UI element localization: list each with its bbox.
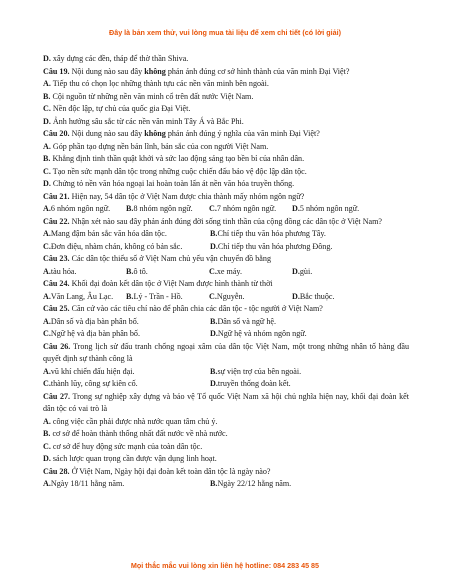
- q20-option-d: D. Chứng tỏ nền văn hóa ngoại lai hoàn toàn lấn át nền văn hóa truyền thống.: [43, 179, 295, 188]
- question-26: Câu 26. Trong lịch sử đấu tranh chống ngoại xâm của dân tộc Việt Nam, một trong những nhân tố hàng đầu quyết định sự thành công là: [43, 341, 409, 363]
- question-24: Câu 24. Khối đại đoàn kết dân tộc ở Việt Nam được hình thành từ thời: [43, 279, 273, 288]
- q21-option-b: B.8 nhóm ngôn ngữ.: [126, 204, 193, 213]
- q27-option-b: B. cơ sở để hoàn thành thống nhất đất nước về nhà nước.: [43, 429, 228, 438]
- q25-options-row1: [43, 316, 409, 329]
- q26-option-a: A.vũ khí chiến đấu hiện đại.: [43, 366, 135, 376]
- q23-option-b: B.ô tô.: [126, 266, 148, 276]
- q20-option-c: C. Tạo nền sức mạnh dân tộc trong những cuộc chiến đấu bảo vệ độc lập dân tộc.: [43, 166, 307, 176]
- q22-option-b: B.Chỉ tiếp thu văn hóa phương Tây.: [210, 229, 326, 238]
- q23-option-a: A.tàu hỏa.: [43, 266, 77, 276]
- question-23: Câu 23. Các dân tộc thiểu số ở Việt Nam chủ yếu vận chuyển đồ bằng: [43, 254, 271, 263]
- q26-option-c: C.thành lũy, công sự kiên cố.: [43, 379, 138, 388]
- q26-option-b: B.sự viện trợ của bên ngoài.: [210, 366, 302, 376]
- question-28: Câu 28. Ở Việt Nam, Ngày hội đại đoàn kết toàn dân tộc là ngày nào?: [43, 466, 271, 476]
- q19-option-a: A. Tiếp thu có chọn lọc những thành tựu các nền văn minh bên ngoài.: [43, 79, 269, 88]
- q21-option-d: D.5 nhóm ngôn ngữ.: [292, 204, 360, 213]
- q23-option-c: C.xe máy.: [209, 266, 242, 276]
- q26-option-d: D.truyền thống đoàn kết.: [210, 379, 291, 388]
- q24-options: [43, 291, 409, 304]
- hotline-notice: Mọi thắc mắc vui lòng xin liên hệ hotline: 084 283 45 85: [130, 561, 320, 570]
- question-27: Câu 27. Trong sự nghiệp xây dựng và bảo vệ Tổ quốc Việt Nam xã hội chủ nghĩa hiện nay, khối đại đoàn kết dân tộc có vai trò là: [43, 391, 409, 413]
- q25-option-b: B.Dân số và ngữ hệ.: [210, 316, 276, 326]
- q27-option-a: A. công việc cần phải được nhà nước quan tâm chủ ý.: [43, 416, 218, 426]
- q22-option-a: A.Mang đậm bản sắc văn hóa dân tộc.: [43, 229, 167, 238]
- q28-options: [43, 478, 409, 491]
- q25-option-d: D.Ngữ hệ và nhóm ngôn ngữ.: [210, 329, 307, 338]
- question-19: Câu 19. Nội dung nào sau đây không phản ánh đúng cơ sở hình thành của văn minh Đại Việt?: [43, 66, 350, 76]
- q21-option-c: C.7 nhóm ngôn ngữ.: [209, 204, 277, 213]
- question-21: Câu 21. Hiện nay, 54 dân tộc ở Việt Nam được chia thành mấy nhóm ngôn ngữ?: [43, 191, 305, 201]
- q19-option-d: D. Ảnh hưởng sâu sắc từ các nền văn minh Tây Á và Bắc Phi.: [43, 116, 244, 126]
- q28-option-a: A.Ngày 18/11 hằng năm.: [43, 479, 125, 488]
- q25-option-c: C.Ngữ hệ và địa bàn phân bố.: [43, 329, 140, 338]
- q24-option-a: A.Văn Lang, Âu Lạc.: [43, 291, 114, 301]
- q28-option-b: B.Ngày 22/12 hằng năm.: [210, 479, 292, 488]
- q24-option-c: C.Nguyễn.: [209, 291, 245, 301]
- q24-option-d: D.Bắc thuộc.: [292, 291, 335, 301]
- q19-option-b: B. Cội nguồn từ những nền văn minh cổ trên đất nước Việt Nam.: [43, 91, 254, 101]
- preview-notice: Đây là bản xem thử, vui lòng mua tài liệu để xem chi tiết (có lời giải): [109, 28, 341, 37]
- q27-option-d: D. sách lược quan trọng cần được vận dụng linh hoạt.: [43, 454, 217, 463]
- q27-option-c: C. cơ sở để huy động sức mạnh của toàn dân tộc.: [43, 441, 203, 451]
- question-25: Câu 25. Căn cứ vào các tiêu chí nào để phân chia các dân tộc - tộc người ở Việt Nam?: [43, 304, 323, 313]
- q22-option-c: C.Đơn điệu, nhàm chán, không có bản sắc.: [43, 241, 183, 251]
- q23-options: [43, 266, 409, 279]
- q25-options-row2: [43, 328, 409, 341]
- q25-option-a: A.Dân số và địa bàn phân bố.: [43, 316, 139, 326]
- q21-option-a: A.6 nhóm ngôn ngữ.: [43, 204, 111, 213]
- q24-option-b: B.Lý - Trần - Hồ.: [126, 291, 183, 301]
- q19-option-c: C. Nền độc lập, tự chủ của quốc gia Đại Việt.: [43, 104, 191, 113]
- q26-options-row1: [43, 366, 409, 379]
- question-22: Câu 22. Nhận xét nào sau đây phản ánh đúng đời sống tinh thần của cộng đồng các dân tộc ở Việt Nam?: [43, 216, 383, 226]
- q20-option-b: B. Khẳng định tinh thần quật khởi và sức lao động sáng tạo bền bỉ của nhân dân.: [43, 154, 305, 163]
- option-line: D. xây dựng các đền, tháp để thờ thần Shiva.: [43, 54, 189, 63]
- document-body: [43, 53, 409, 491]
- q22-option-d: D.Chỉ tiếp thu văn hóa phương Đông.: [210, 241, 333, 251]
- q22-options-row2: [43, 241, 409, 254]
- q23-option-d: D.gùi.: [292, 266, 313, 276]
- q22-options-row1: [43, 228, 409, 241]
- q21-options: [43, 203, 409, 216]
- q20-option-a: A. Góp phần tạo dựng nền bản lĩnh, bản sắc của con người Việt Nam.: [43, 141, 269, 151]
- question-20: Câu 20. Nội dung nào sau đây không phản ánh đúng ý nghĩa của văn minh Đại Việt?: [43, 129, 320, 138]
- q26-options-row2: [43, 378, 409, 391]
